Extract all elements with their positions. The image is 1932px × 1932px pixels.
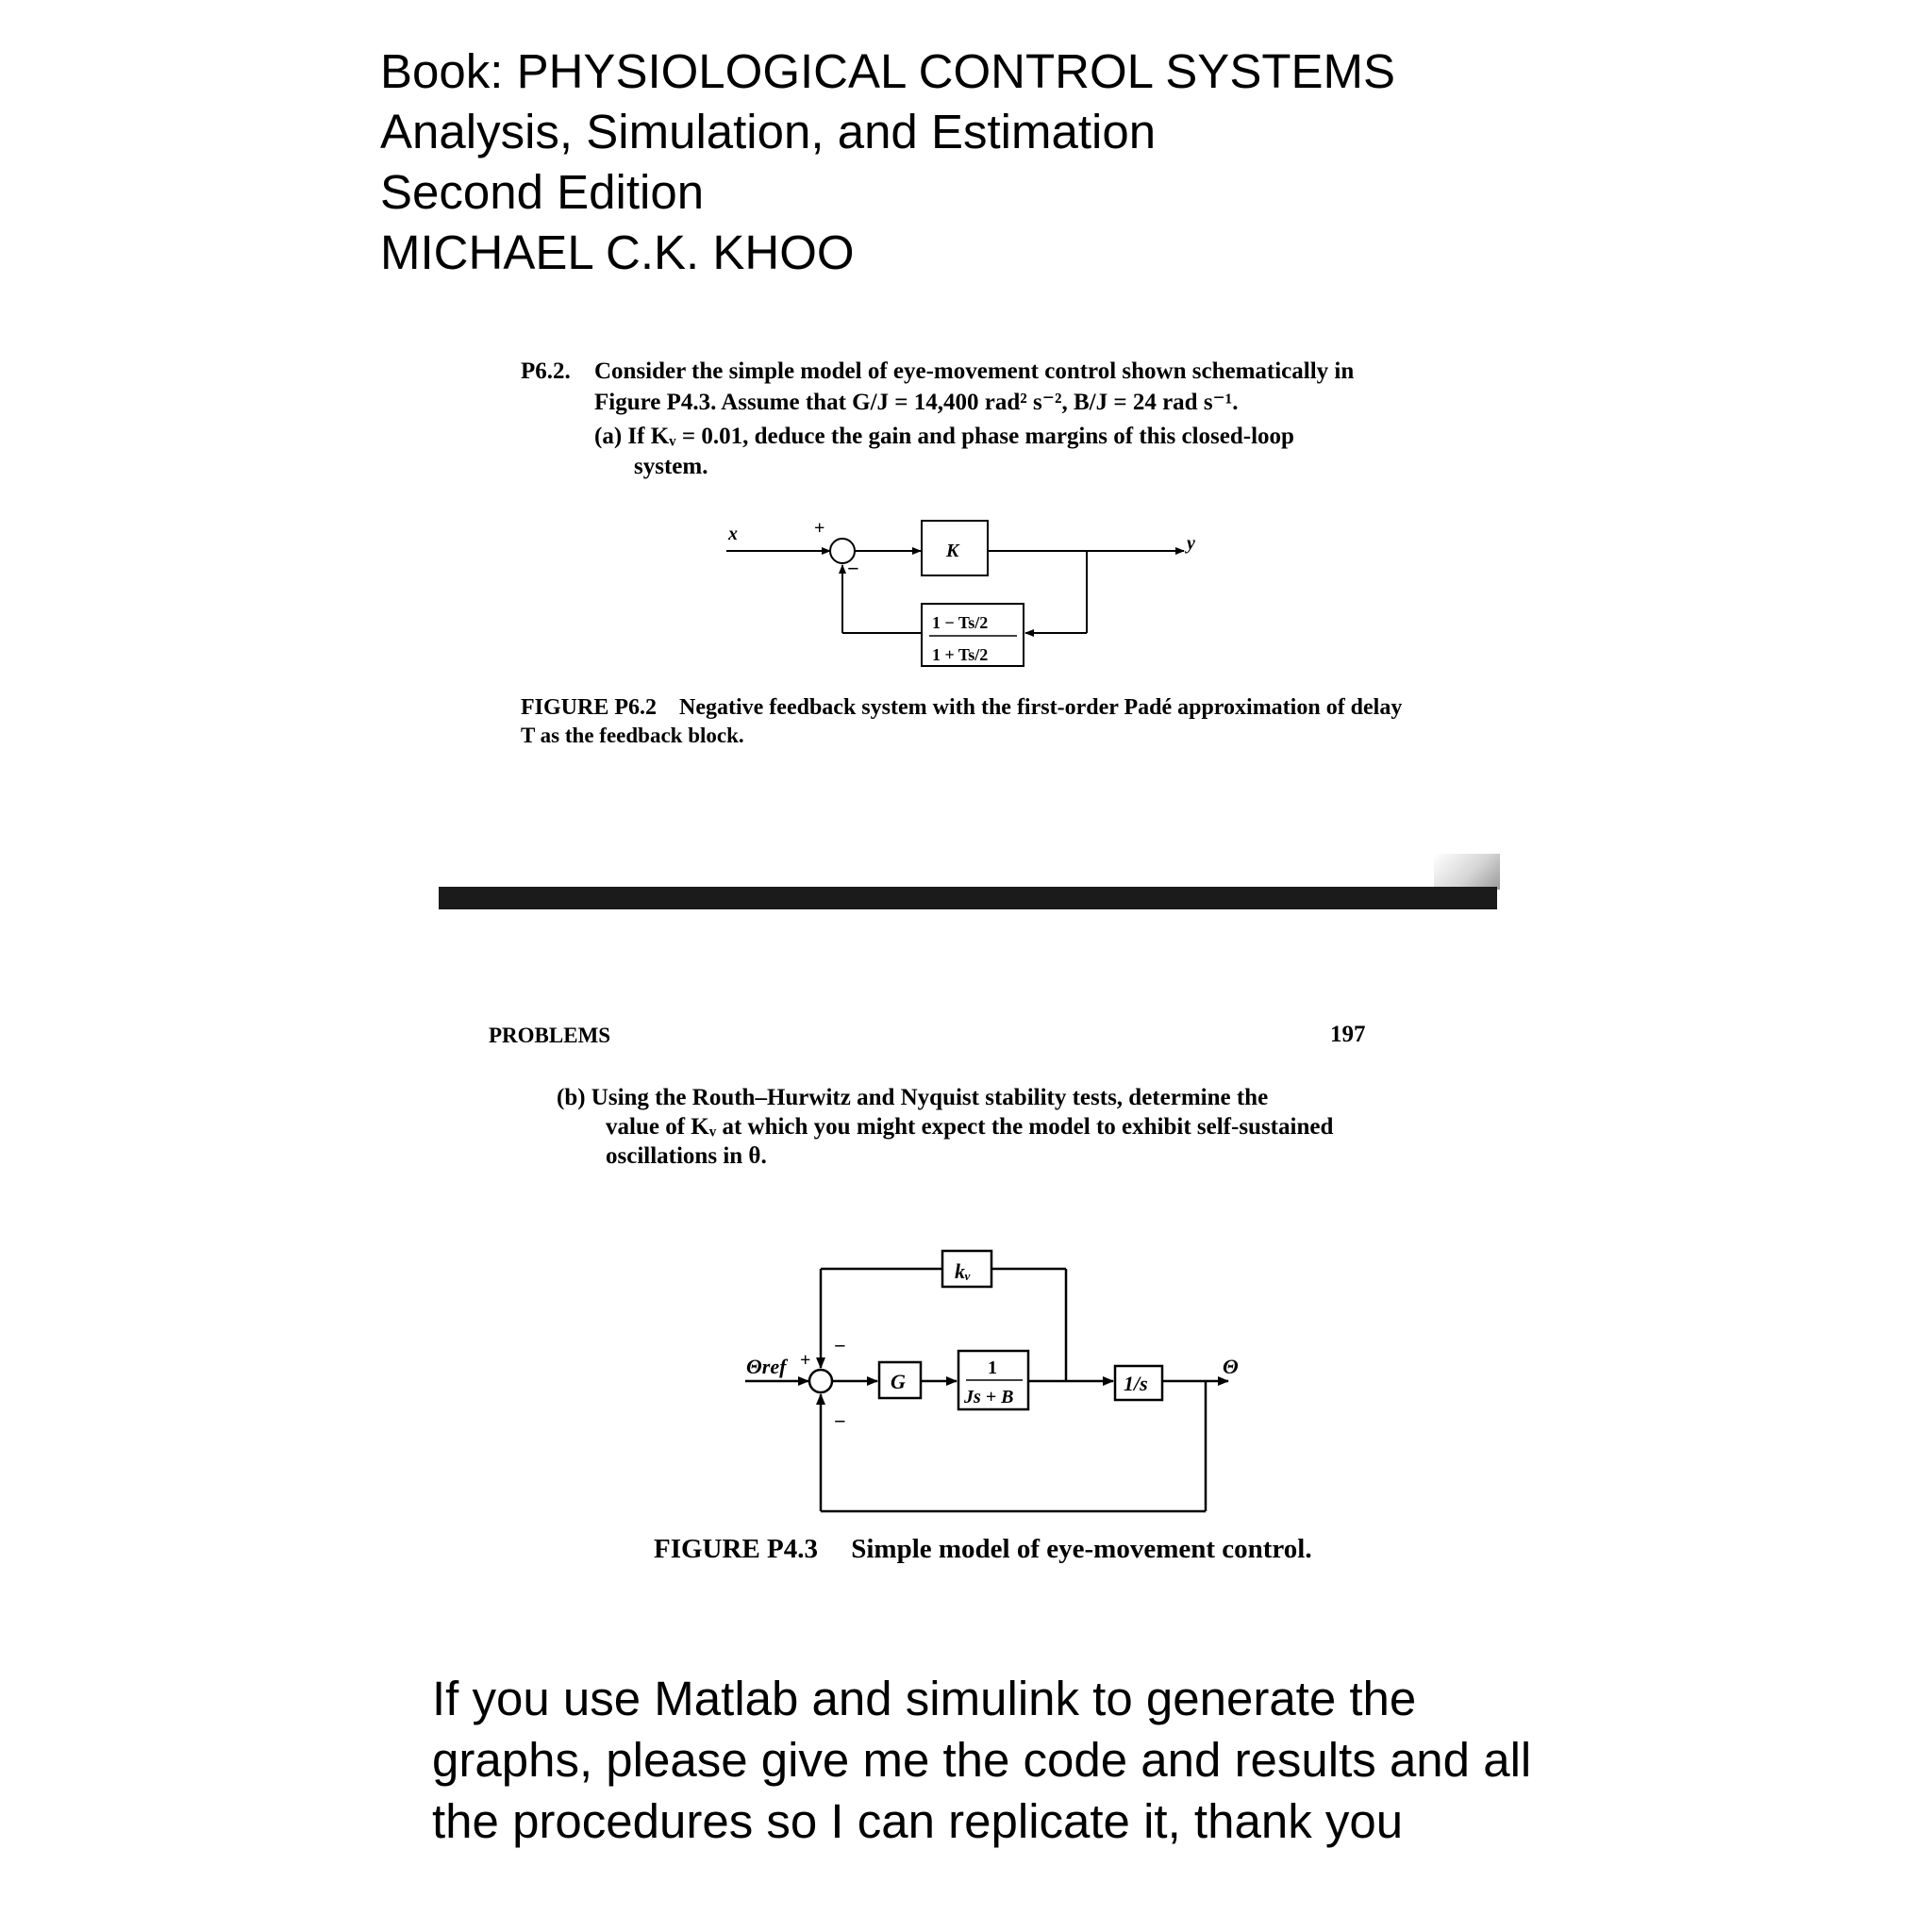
plant-numerator: 1 xyxy=(988,1357,997,1378)
book-author: MICHAEL C.K. KHOO xyxy=(380,225,855,279)
block-kv-label: kᵥ xyxy=(955,1259,971,1283)
input-label-x: x xyxy=(728,524,738,544)
plus-sign: + xyxy=(814,518,825,539)
part-a-text: system. xyxy=(634,454,708,479)
minus-sign-top: − xyxy=(834,1334,846,1357)
figure-caption-text-cont: T as the feedback block. xyxy=(521,724,744,747)
figure-caption xyxy=(654,1534,1312,1565)
output-label-y: y xyxy=(1187,533,1195,554)
summing-junction xyxy=(809,1370,832,1392)
plus-sign: + xyxy=(800,1350,811,1371)
feedback-numerator: 1 − Ts/2 xyxy=(932,613,989,632)
plant-denominator: Js + B xyxy=(964,1387,1014,1407)
minus-sign-bottom: − xyxy=(834,1409,846,1433)
request-line: If you use Matlab and simulink to generate the xyxy=(432,1672,1417,1725)
output-label-theta: Θ xyxy=(1223,1355,1239,1378)
block-k-label: K xyxy=(946,541,959,561)
block-integrator-label: 1/s xyxy=(1124,1372,1148,1395)
request-line: graphs, please give me the code and results and all xyxy=(432,1733,1532,1787)
figure-caption-text: Negative feedback system with the first-order Padé approximation of delay xyxy=(679,695,1403,720)
book-edition: Second Edition xyxy=(380,165,705,219)
figure-caption-label: FIGURE P4.3 xyxy=(654,1534,818,1564)
book-subtitle: Analysis, Simulation, and Estimation xyxy=(380,105,1157,158)
block-g-label: G xyxy=(891,1370,906,1393)
minus-sign: − xyxy=(847,557,859,580)
problem-number: P6.2. xyxy=(521,358,571,384)
feedback-denominator: 1 + Ts/2 xyxy=(932,645,989,664)
problem-text-line: Consider the simple model of eye-movement control shown schematically in xyxy=(594,358,1355,384)
figure-caption-text: Simple model of eye-movement control. xyxy=(851,1534,1312,1564)
page-number: 197 xyxy=(1330,1022,1366,1047)
request-line: the procedures so I can replicate it, thank you xyxy=(432,1794,1404,1848)
part-a-text: (a) If Kᵥ = 0.01, deduce the gain and phase margins of this closed-loop xyxy=(594,424,1294,449)
input-label-theta-ref: Θref xyxy=(746,1355,787,1378)
part-b-text: (b) Using the Routh–Hurwitz and Nyquist stability tests, determine the xyxy=(557,1085,1269,1110)
part-b-text: value of Kᵥ at which you might expect the model to exhibit self-sustained xyxy=(606,1114,1334,1140)
request-text xyxy=(432,1668,1531,1852)
section-header: PROBLEMS xyxy=(489,1024,611,1047)
book-title: Book: PHYSIOLOGICAL CONTROL SYSTEMS xyxy=(380,44,1396,98)
problem-text-line: Figure P4.3. Assume that G/J = 14,400 rad² s⁻², B/J = 24 rad s⁻¹. xyxy=(594,390,1239,415)
part-b-text: oscillations in θ. xyxy=(606,1143,767,1169)
figure-caption-label: FIGURE P6.2 xyxy=(521,695,657,720)
